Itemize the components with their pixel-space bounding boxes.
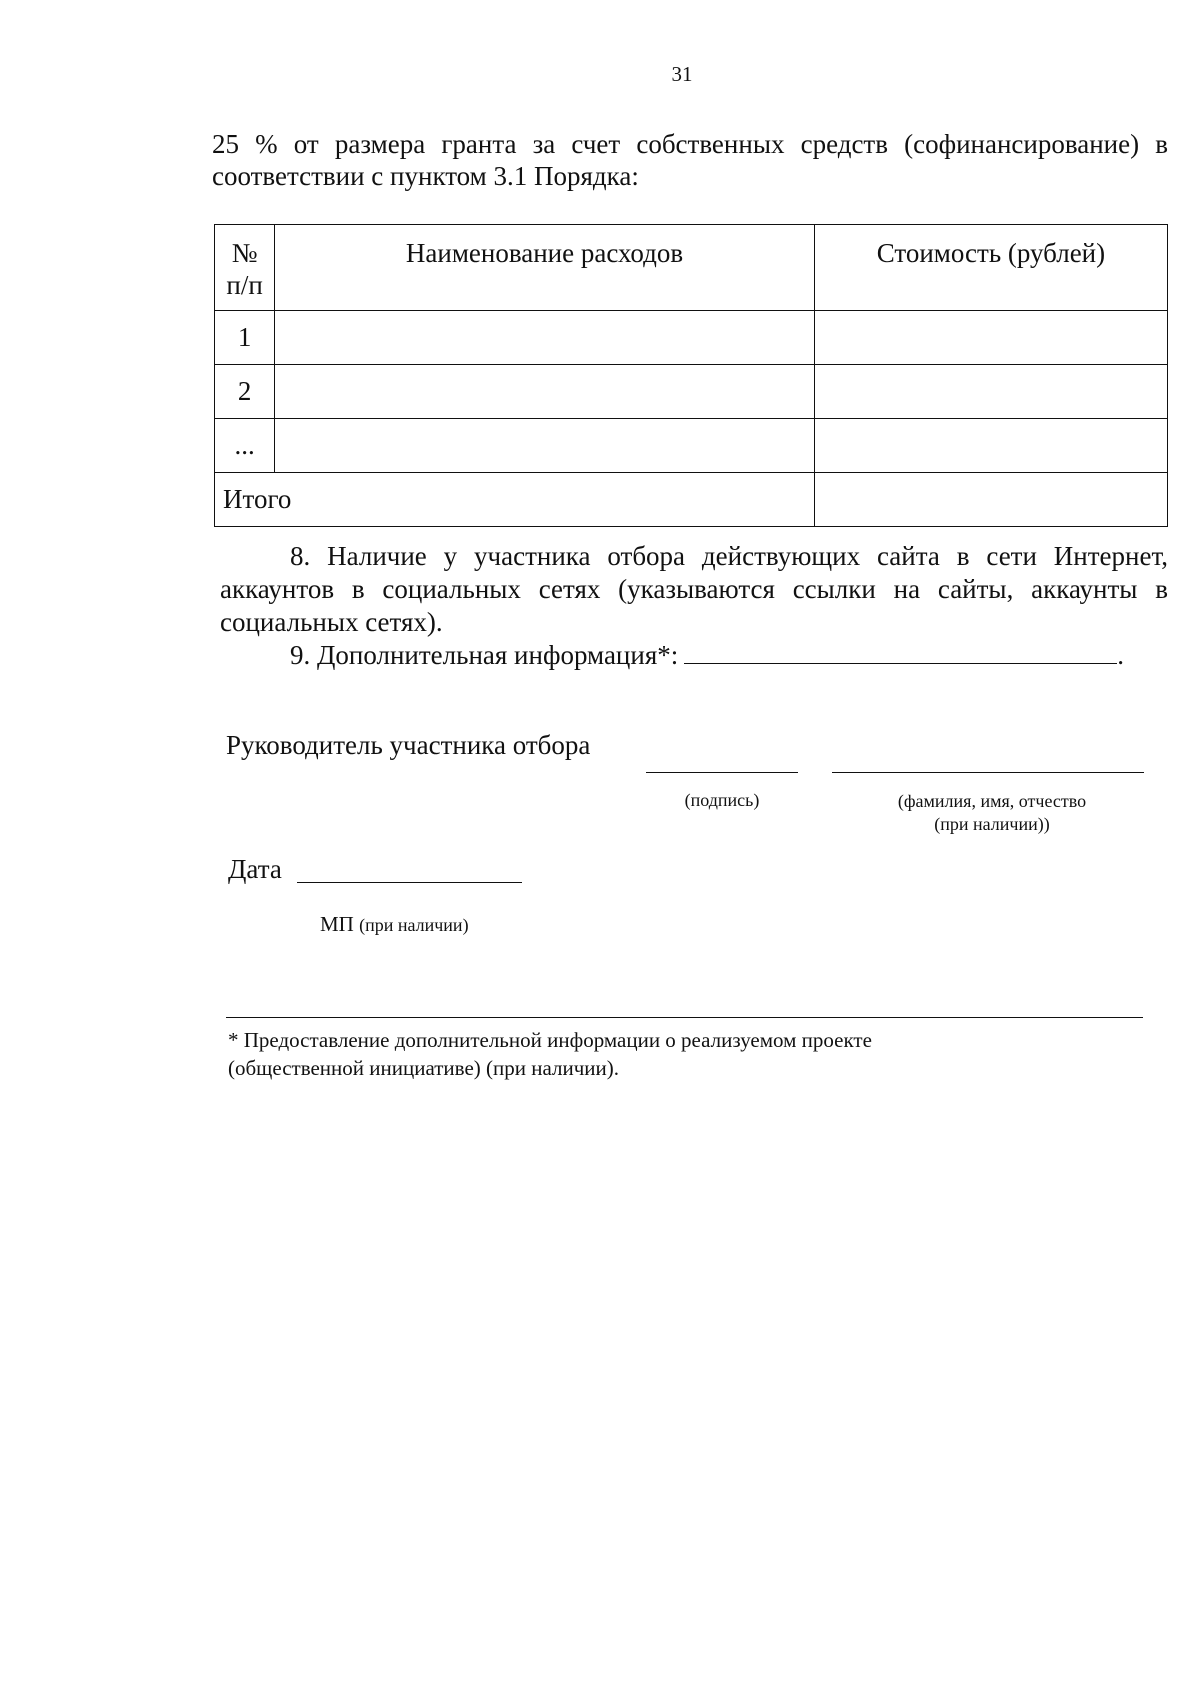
header-expense-name: Наименование расходов: [275, 225, 815, 311]
additional-info-field[interactable]: [684, 639, 1117, 664]
row-expense-name-cell[interactable]: [275, 419, 815, 473]
item-8-line-2: аккаунтов в социальных сетях (указываются ссылки на сайты, аккаунты в: [220, 574, 1168, 604]
row-expense-name-cell[interactable]: [275, 311, 815, 365]
item-8-line-1: 8. Наличие у участника отбора действующих сайта в сети Интернет,: [290, 541, 1168, 571]
total-cost-cell[interactable]: [814, 473, 1167, 527]
row-expense-name-cell[interactable]: [275, 365, 815, 419]
full-name-caption-line-1: (фамилия, имя, отчество: [897, 791, 1087, 811]
header-number-symbol: №: [231, 238, 258, 268]
table-row: [215, 365, 1168, 419]
signature-caption: (подпись): [684, 790, 760, 810]
item-9-period: .: [1117, 640, 1124, 670]
header-cost: Стоимость (рублей): [814, 225, 1167, 311]
item-9-paragraph: [220, 639, 1168, 672]
intro-line-2: соответствии с пунктом 3.1 Порядка:: [212, 161, 639, 191]
stamp-note: (при наличии): [359, 915, 469, 935]
header-number-abbrev: п/п: [226, 270, 263, 300]
item-9-label: 9. Дополнительная информация*:: [290, 640, 679, 670]
full-name-caption-line-2: (при наличии)): [934, 814, 1050, 834]
row-cost-cell[interactable]: [814, 365, 1167, 419]
stamp-label: [320, 912, 469, 937]
full-name-field[interactable]: [832, 772, 1144, 773]
row-number: 1: [215, 311, 275, 365]
footnote-line-2: (общественной инициативе) (при наличии).: [228, 1056, 619, 1080]
row-cost-cell[interactable]: [814, 311, 1167, 365]
total-label: Итого: [215, 473, 815, 527]
table-total-row: [215, 473, 1168, 527]
stamp-abbrev: МП: [320, 912, 354, 936]
table-row: [215, 419, 1168, 473]
row-cost-cell[interactable]: [814, 419, 1167, 473]
date-label: Дата: [228, 854, 282, 884]
item-8-line-3: социальных сетях).: [220, 607, 443, 637]
page-number: 31: [671, 62, 693, 86]
intro-line-1: 25 % от размера гранта за счет собственных средств (софинансирование) в: [212, 129, 1168, 159]
row-number: 2: [215, 365, 275, 419]
table-header-row: [215, 225, 1168, 311]
signer-label: Руководитель участника отбора: [226, 730, 591, 760]
expenses-table: [214, 224, 1168, 527]
table-row: [215, 311, 1168, 365]
header-number: [215, 225, 275, 311]
footnote-divider: [226, 1017, 1143, 1018]
footnote: [228, 1026, 1128, 1082]
signature-field[interactable]: [646, 772, 798, 773]
date-field[interactable]: [297, 882, 522, 883]
footnote-line-1: * Предоставление дополнительной информации о реализуемом проекте: [228, 1028, 872, 1052]
full-name-caption: [870, 790, 1114, 836]
row-number: ...: [215, 419, 275, 473]
intro-paragraph: [212, 128, 1168, 192]
item-8-paragraph: [220, 540, 1168, 639]
